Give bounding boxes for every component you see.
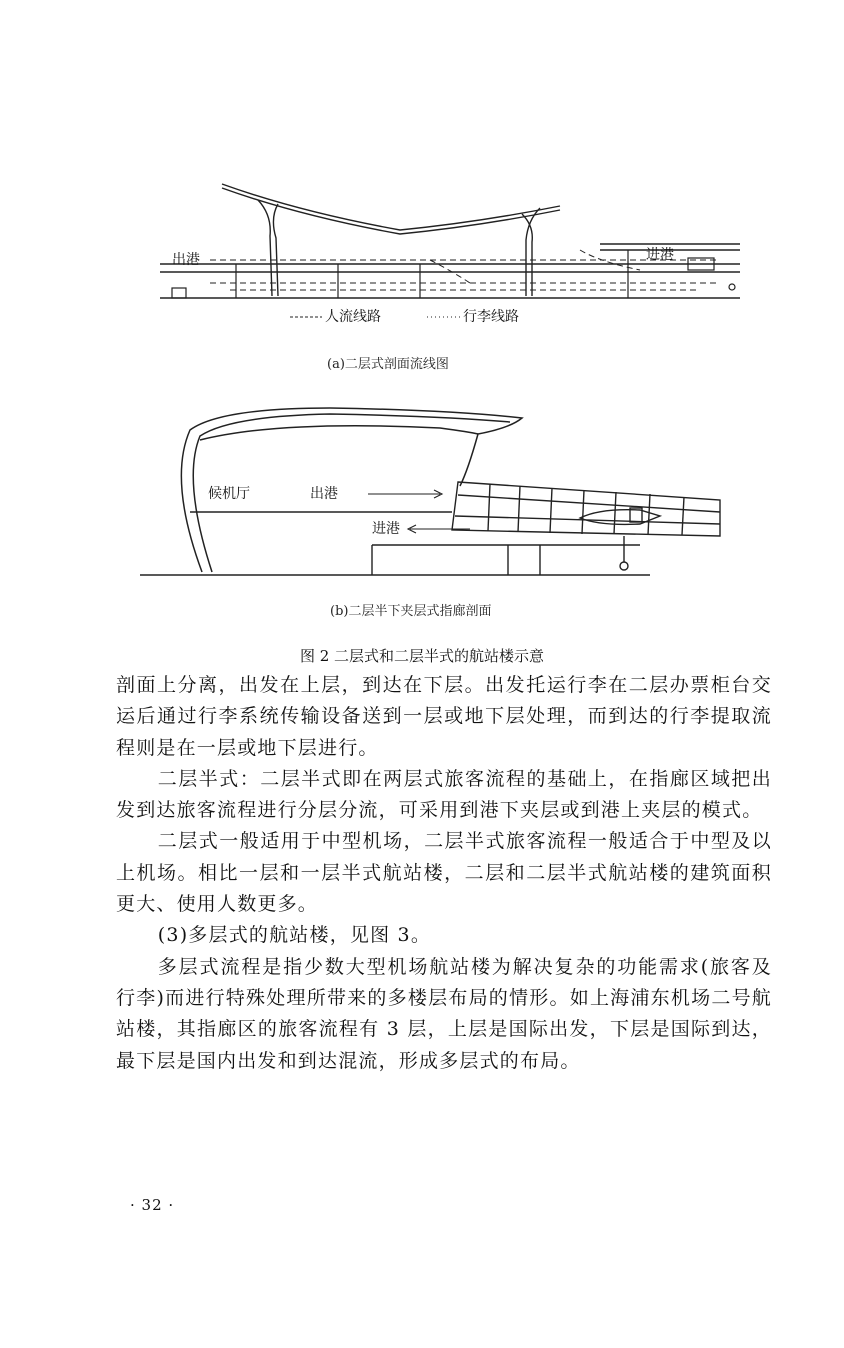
figure-b-arrival-label: 进港	[372, 521, 400, 537]
section-diagrams	[0, 0, 844, 640]
paragraph: 多层式流程是指少数大型机场航站楼为解决复杂的功能需求(旅客及行李)而进行特殊处理所带来的多楼层布局的情形。如上海浦东机场二号航站楼，其指廊区的旅客流程有 3 层，上层是国际出发，下层是国际到达，最下层是国内出发和到达混流，形成多层式的布局。	[116, 955, 772, 1072]
figure-a-arrival-label: 进港	[646, 247, 674, 263]
figure-title: 图 2 二层式和二层半式的航站楼示意	[299, 647, 545, 665]
figure-a-departure-label: 出港	[172, 252, 200, 268]
figure-b-caption: (b)二层半下夹层式指廊剖面	[330, 604, 492, 619]
legend-baggage-flow: 行李线路	[463, 309, 519, 325]
figure-a-flow-lines	[210, 250, 720, 290]
figure-a-roof	[222, 184, 560, 296]
paragraph: 剖面上分离，出发在上层，到达在下层。出发托运行李在二层办票柜台交运后通过行李系统传输设备送到一层或地下层处理，而到达的行李提取流程则是在一层或地下层进行。	[116, 674, 772, 759]
figure-b-departure-label: 出港	[310, 486, 338, 502]
legend-people-flow: 人流线路	[325, 309, 381, 325]
paragraph: 二层式一般适用于中型机场，二层半式旅客流程一般适合于中型及以上机场。相比一层和一层半式航站楼，二层和二层半式航站楼的建筑面积更大、使用人数更多。	[116, 830, 772, 916]
figure-b-lounge-label: 候机厅	[208, 486, 250, 502]
figure-a-caption: (a)二层式剖面流线图	[327, 357, 449, 372]
paragraph: (3)多层式的航站楼，见图 3。	[157, 924, 432, 947]
paragraph: 二层半式：二层半式即在两层式旅客流程的基础上，在指廊区域把出发到达旅客流程进行分层分流，可采用到港下夹层或到港上夹层的模式。	[116, 767, 772, 822]
body-text	[116, 670, 772, 1077]
page-number: · 32 ·	[130, 1196, 175, 1214]
